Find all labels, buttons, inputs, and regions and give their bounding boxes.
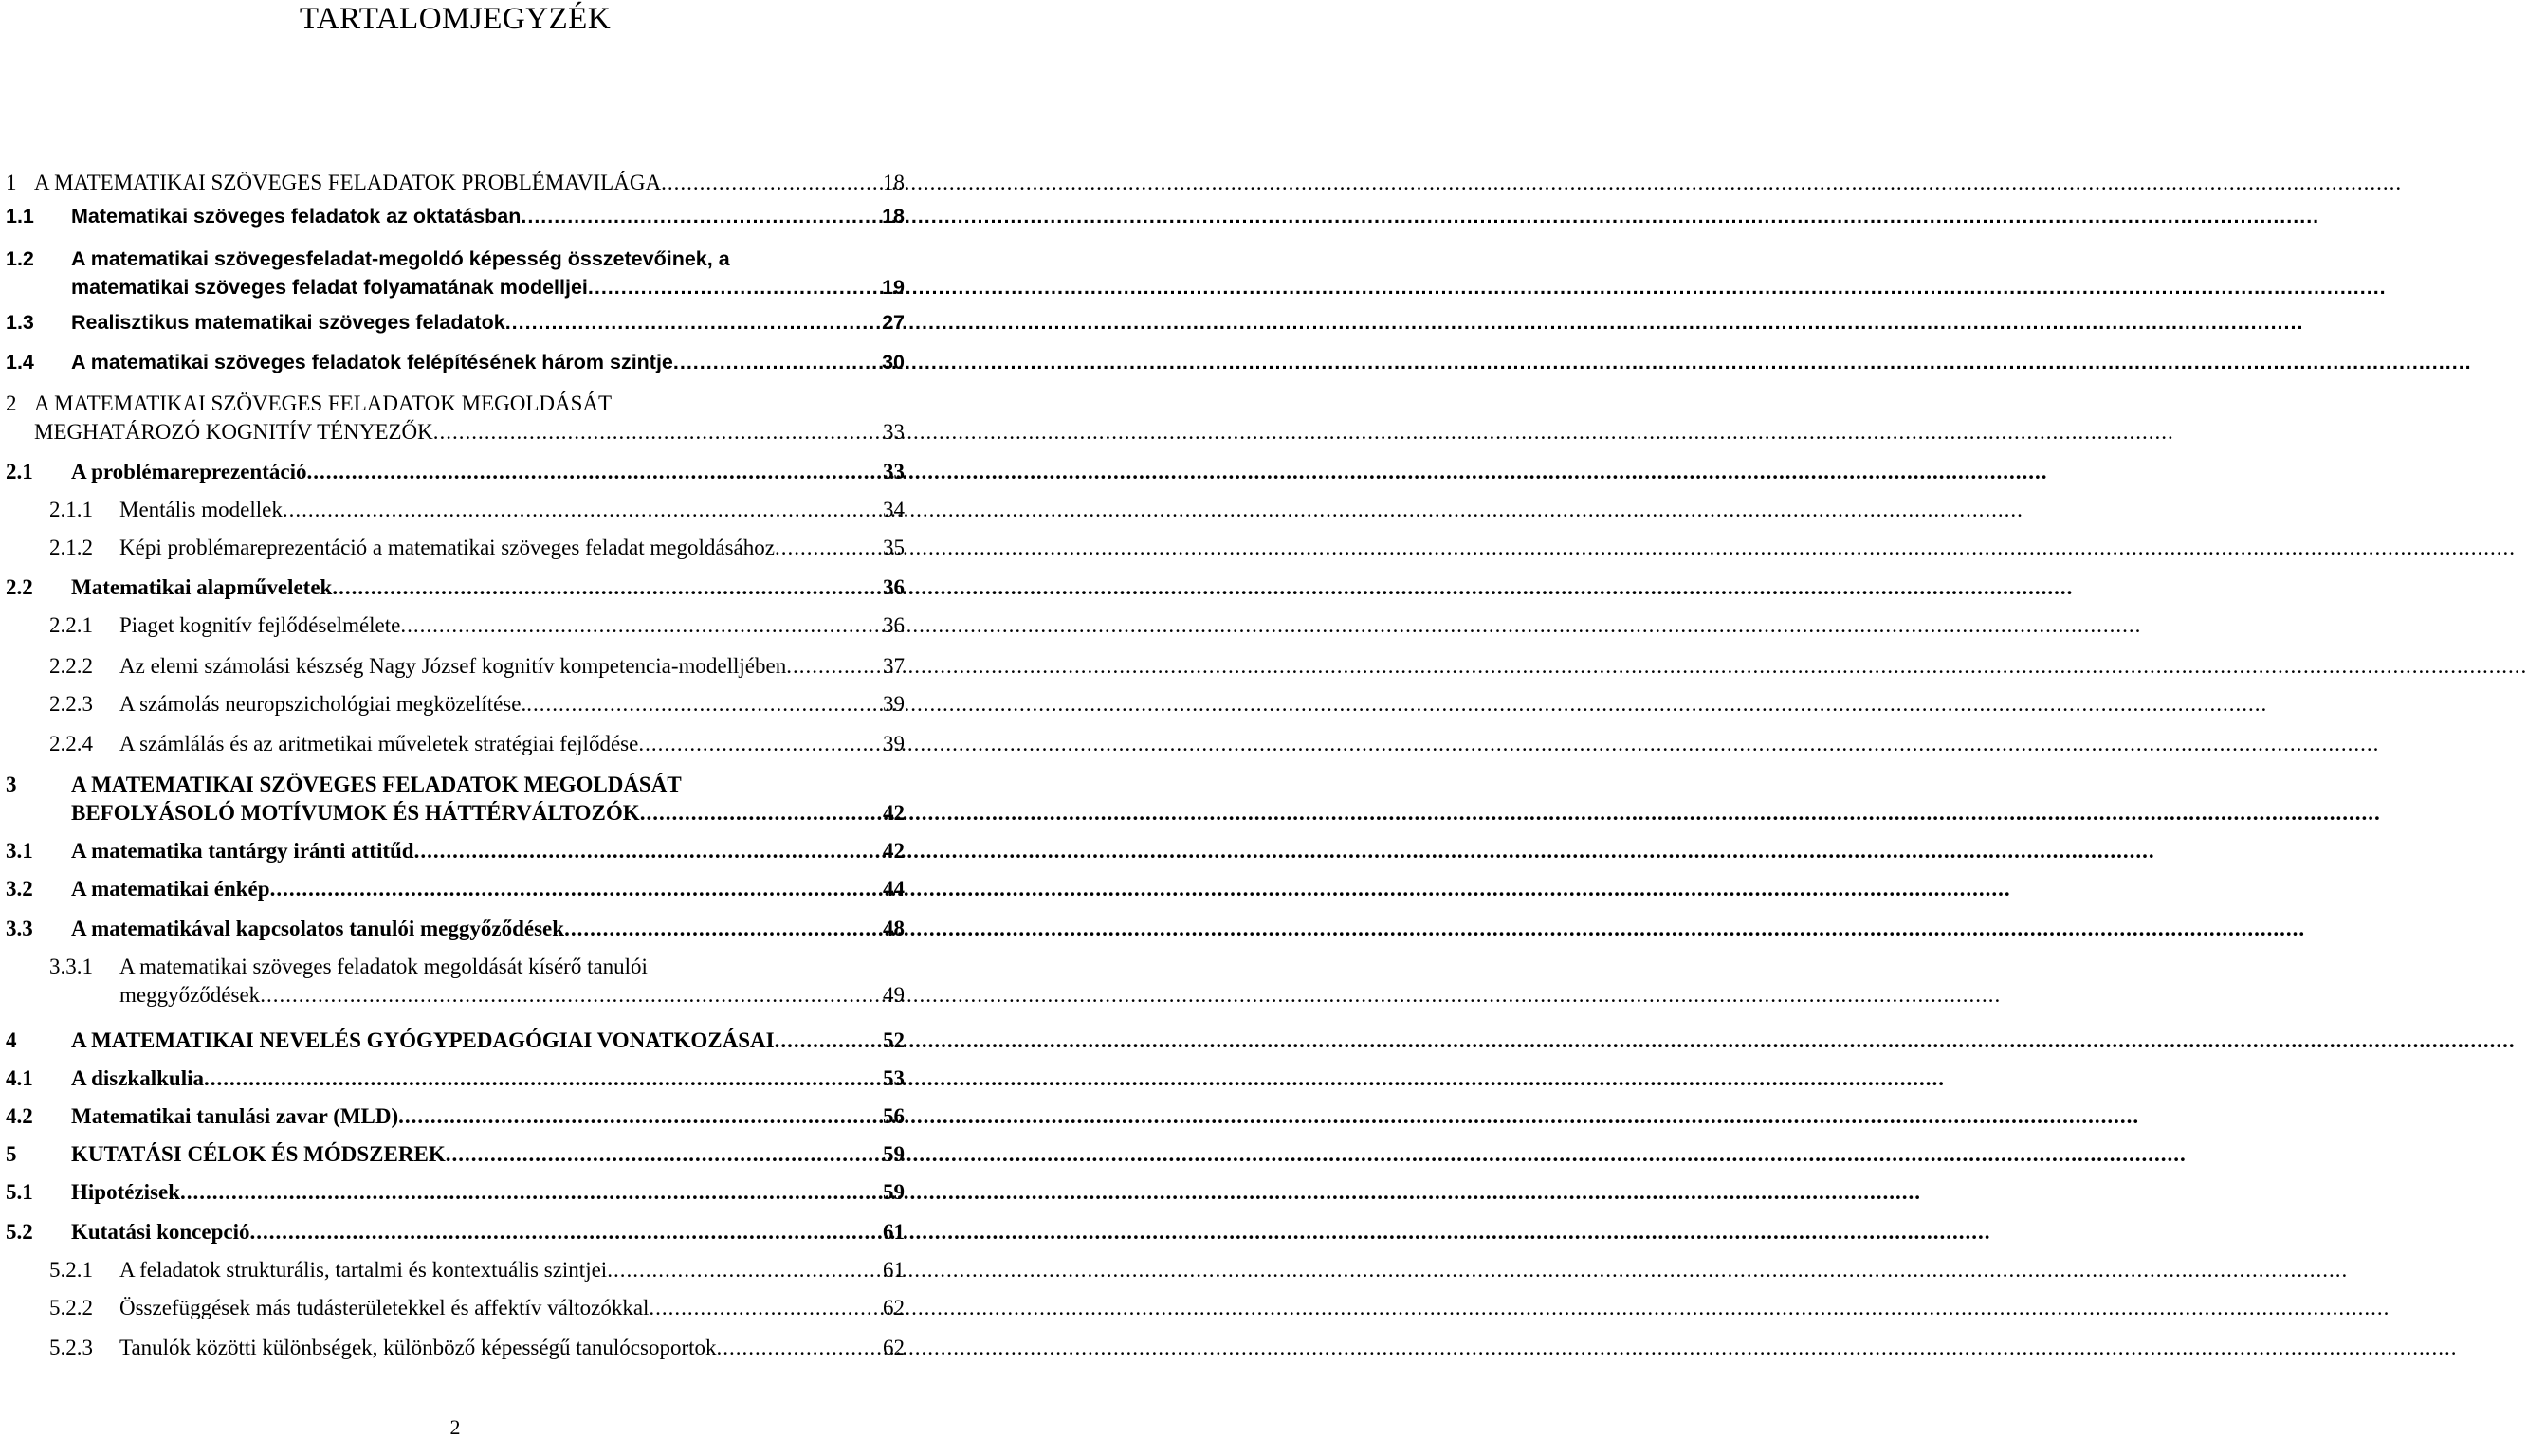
toc-entry-title: matematikai szöveges feladat folyamatának modelljei — [71, 276, 588, 299]
dot-leader — [775, 1027, 883, 1055]
toc-entry-page: 33 — [883, 420, 905, 444]
dot-leader — [398, 1102, 883, 1131]
toc-entry-page: 56 — [883, 1104, 905, 1128]
toc-entry-page: 49 — [883, 983, 905, 1007]
toc-entry-number: 1.4 — [6, 351, 34, 373]
dot-leader — [283, 496, 883, 524]
toc-entry[interactable] — [6, 1140, 905, 1169]
toc-entry[interactable] — [6, 1178, 905, 1207]
toc-entry-title: A MATEMATIKAI NEVELÉS GYÓGYPEDAGÓGIAI VONATKOZÁSAI — [71, 1028, 775, 1052]
toc-entry-page: 44 — [883, 877, 905, 901]
toc-entry-page: 59 — [883, 1180, 905, 1204]
page-number: 2 — [449, 1415, 461, 1439]
toc-entry-number: 2.1.2 — [49, 536, 93, 559]
toc-entry-title: A matematikai szöveges feladatok megoldását kísérő tanulói — [119, 955, 648, 978]
toc-entry-page: 30 — [882, 351, 905, 373]
toc-entry[interactable] — [6, 1218, 905, 1247]
toc-entry-title: A számlálás és az aritmetikai műveletek stratégiai fejlődése — [119, 732, 639, 755]
dot-leader — [775, 534, 883, 562]
toc-entry-number: 2.2.1 — [49, 613, 93, 637]
toc-entry-number: 2 — [6, 391, 17, 415]
toc-entry-title: A MATEMATIKAI SZÖVEGES FELADATOK MEGOLDÁSÁT — [34, 391, 613, 415]
toc-entry-number: 5.1 — [6, 1180, 33, 1204]
toc-entry-page: 53 — [883, 1066, 905, 1090]
toc-entry-number: 5.2.2 — [49, 1296, 93, 1320]
toc-entry-page: 42 — [883, 801, 905, 825]
dot-leader — [249, 1218, 883, 1247]
dot-leader — [638, 730, 883, 758]
toc-entry-page: 33 — [883, 460, 905, 483]
toc-entry-number: 5.2 — [6, 1220, 33, 1244]
toc-entry-title: Képi problémareprezentáció a matematikai szöveges feladat megoldásához — [119, 536, 775, 559]
toc-entry-page: 19 — [882, 276, 905, 299]
toc-entry-title: A feladatok strukturális, tartalmi és kontextuális szintjei — [119, 1258, 608, 1282]
toc-entry[interactable] — [49, 1294, 905, 1322]
toc-entry-number: 1.3 — [6, 311, 34, 334]
toc-entry-number: 4.2 — [6, 1104, 33, 1128]
toc-entry-page: 18 — [882, 205, 905, 228]
dot-leader — [673, 348, 882, 376]
dot-leader — [180, 1178, 883, 1207]
toc-entry-page: 35 — [883, 536, 905, 559]
toc-entry-title: A matematikai szövegesfeladat-megoldó képesség összetevőinek, a — [71, 247, 730, 270]
toc-entry-title: Realisztikus matematikai szöveges feladatok — [71, 311, 505, 334]
toc-entry[interactable] — [6, 308, 905, 337]
toc-entry-number: 1 — [6, 171, 17, 194]
dot-leader — [649, 1294, 883, 1322]
toc-entry[interactable] — [49, 953, 905, 1010]
dot-leader — [564, 915, 883, 943]
toc-entry-number: 2.1.1 — [49, 498, 93, 521]
toc-entry-title: A matematikai énkép — [71, 877, 270, 901]
toc-entry-page: 62 — [883, 1336, 905, 1359]
toc-entry-title: A MATEMATIKAI SZÖVEGES FELADATOK PROBLÉMAVILÁGA — [34, 171, 662, 194]
toc-entry-number: 3 — [6, 773, 17, 796]
dot-leader — [414, 837, 883, 865]
toc-entry-title: A matematikai szöveges feladatok felépítésének három szintje — [71, 351, 673, 373]
dot-leader — [400, 611, 883, 640]
toc-entry[interactable] — [6, 771, 905, 828]
toc-entry-page: 39 — [883, 692, 905, 716]
toc-entry-title: Matematikai tanulási zavar (MLD) — [71, 1104, 399, 1128]
dot-leader — [526, 690, 883, 719]
toc-entry[interactable] — [6, 915, 905, 943]
toc-entry[interactable] — [6, 875, 905, 903]
toc-entry[interactable] — [6, 348, 905, 376]
toc-entry[interactable] — [49, 1334, 905, 1362]
toc-entry[interactable] — [6, 1102, 905, 1131]
toc-entry-number: 1.2 — [6, 247, 34, 270]
toc-entry-page: 37 — [883, 654, 905, 678]
toc-entry-title: BEFOLYÁSOLÓ MOTÍVUMOK ÉS HÁTTÉRVÁLTOZÓK — [71, 801, 640, 825]
dot-leader — [260, 981, 883, 1010]
toc-entry-page: 42 — [883, 839, 905, 863]
dot-leader — [640, 799, 883, 828]
toc-entry-title: Összefüggések más tudásterületekkel és affektív változókkal — [119, 1296, 650, 1320]
dot-leader — [433, 418, 883, 446]
toc-entry[interactable] — [49, 690, 905, 719]
toc-entry-number: 4.1 — [6, 1066, 33, 1090]
toc-entry-page: 61 — [883, 1258, 905, 1282]
toc-entry-title: MEGHATÁROZÓ KOGNITÍV TÉNYEZŐK — [34, 420, 433, 444]
dot-leader — [204, 1065, 883, 1093]
dot-leader — [521, 202, 882, 230]
toc-entry-page: 48 — [883, 917, 905, 940]
toc-entry-title: A matematika tantárgy iránti attitűd — [71, 839, 414, 863]
toc-entry[interactable] — [6, 1065, 905, 1093]
toc-entry-title: A MATEMATIKAI SZÖVEGES FELADATOK MEGOLDÁSÁT — [71, 773, 682, 796]
toc-entry-title: meggyőződések — [119, 983, 261, 1007]
toc-entry[interactable] — [6, 837, 905, 865]
toc-entry-page: 36 — [883, 613, 905, 637]
toc-entry[interactable] — [49, 652, 905, 681]
toc-entry-title: KUTATÁSI CÉLOK ÉS MÓDSZEREK — [71, 1142, 446, 1166]
toc-entry-title: Kutatási koncepció — [71, 1220, 250, 1244]
dot-leader — [786, 652, 883, 681]
toc-entry-number: 3.2 — [6, 877, 33, 901]
toc-entry-number: 2.2.4 — [49, 732, 93, 755]
toc-entry[interactable] — [6, 390, 905, 446]
dot-leader — [332, 573, 883, 602]
toc-entry-title: Matematikai alapműveletek — [71, 575, 333, 599]
toc-entry-page: 36 — [883, 575, 905, 599]
toc-entry-title: Tanulók közötti különbségek, különböző képességű tanulócsoportok — [119, 1336, 717, 1359]
toc-entry-page: 18 — [883, 171, 905, 194]
toc-entry[interactable] — [6, 1027, 905, 1055]
dot-leader — [505, 308, 882, 337]
toc-entry-number: 5 — [6, 1142, 17, 1166]
toc-entry-title: A matematikával kapcsolatos tanulói meggyőződések — [71, 917, 565, 940]
toc-entry-title: Az elemi számolási készség Nagy József kognitív kompetencia-modelljében — [119, 654, 787, 678]
table-of-contents — [0, 0, 910, 1456]
toc-entry-number: 2.1 — [6, 460, 33, 483]
dot-leader — [307, 458, 884, 486]
toc-entry[interactable] — [49, 1256, 905, 1284]
toc-entry-number: 5.2.1 — [49, 1258, 93, 1282]
dot-leader — [270, 875, 883, 903]
toc-entry-number: 3.3.1 — [49, 955, 93, 978]
toc-entry-title: Hipotézisek — [71, 1180, 180, 1204]
toc-entry-title: A problémareprezentáció — [71, 460, 307, 483]
toc-entry-number: 2.2.2 — [49, 654, 93, 678]
toc-entry-page: 52 — [883, 1028, 905, 1052]
toc-entry-number: 1.1 — [6, 205, 34, 228]
dot-leader — [661, 169, 883, 197]
dot-leader — [607, 1256, 883, 1284]
toc-entry-page: 34 — [883, 498, 905, 521]
toc-entry[interactable] — [6, 169, 905, 197]
toc-entry[interactable] — [6, 245, 905, 301]
toc-entry[interactable] — [49, 496, 905, 524]
toc-entry-title: Piaget kognitív fejlődéselmélete — [119, 613, 401, 637]
toc-entry-number: 5.2.3 — [49, 1336, 93, 1359]
toc-entry-title: A diszkalkulia — [71, 1066, 204, 1090]
toc-entry-number: 3.3 — [6, 917, 33, 940]
toc-entry-number: 4 — [6, 1028, 17, 1052]
toc-entry-title: Matematikai szöveges feladatok az oktatásban — [71, 205, 522, 228]
toc-entry[interactable] — [49, 534, 905, 562]
toc-entry-title: Mentális modellek — [119, 498, 283, 521]
toc-entry-page: 27 — [882, 311, 905, 334]
toc-entry[interactable] — [49, 730, 905, 758]
toc-entry-page: 62 — [883, 1296, 905, 1320]
page-title: TARTALOMJEGYZÉK — [299, 2, 612, 36]
toc-entry-number: 3.1 — [6, 839, 33, 863]
toc-entry[interactable] — [6, 202, 905, 230]
toc-entry[interactable] — [6, 458, 905, 486]
toc-entry-page: 59 — [883, 1142, 905, 1166]
toc-entry[interactable] — [49, 611, 905, 640]
toc-entry-number: 2.2.3 — [49, 692, 93, 716]
toc-entry-number: 2.2 — [6, 575, 33, 599]
toc-entry-page: 61 — [883, 1220, 905, 1244]
toc-entry[interactable] — [6, 573, 905, 602]
dot-leader — [588, 273, 882, 301]
dot-leader — [717, 1334, 883, 1362]
toc-entry-page: 39 — [883, 732, 905, 755]
dot-leader — [446, 1140, 883, 1169]
toc-entry-title: A számolás neuropszichológiai megközelítése. — [119, 692, 527, 716]
